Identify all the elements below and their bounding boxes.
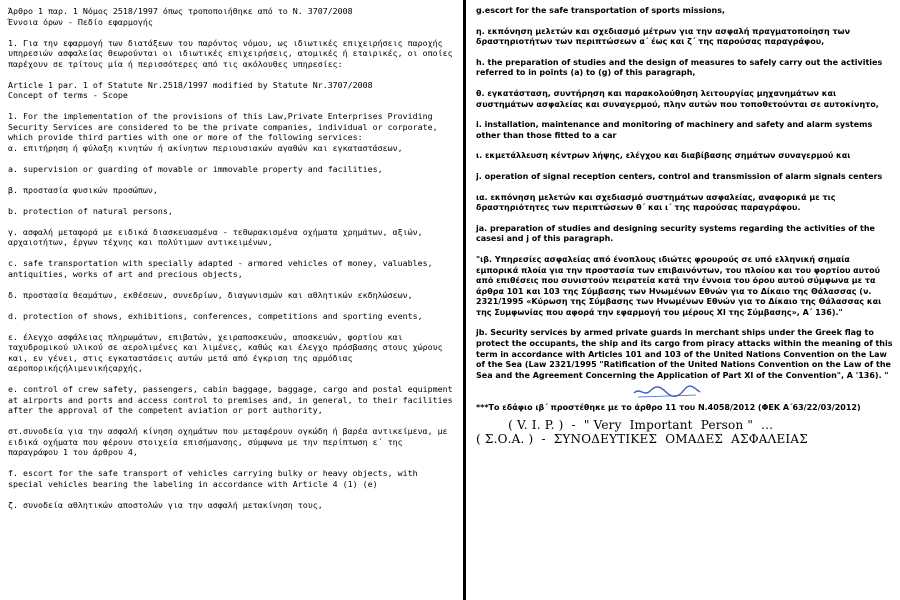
paragraph-en: 1. For the implementation of the provisions of this Law,Private Enterprises Providing Security Services are considered to be the private companies, individual or corporate, which provide third parties with one or more of the following services: (8, 111, 438, 142)
list-item: e. control of crew safety, passengers, cabin baggage, baggage, cargo and postal equipment at airports and ports and access control to premises and, in general, to their facilities after the approval of the competent aviation or port authority, (8, 384, 453, 415)
paragraph: g.escort for the safe transportation of sports missions, (476, 6, 725, 15)
title-en (8, 80, 457, 101)
paragraph: ια. εκπόνηση μελετών και σχεδιασμό συστημάτων ασφαλείας, αναφορικά με τις δραστηριότητες των περιπτώσεων θ΄ και ι΄ της παρούσας παραγράφου. (476, 192, 836, 213)
right-column (466, 0, 900, 600)
list-item: β. προστασία φυσικών προσώπων, (8, 184, 158, 195)
footnote: ***Το εδάφιο ιβ΄ προστέθηκε με το άρθρο 11 του Ν.4058/2012 (ΦΕΚ Α΄63/22/03/2012) (476, 403, 861, 413)
paragraph: θ. εγκατάσταση, συντήρηση και παρακολούθηση λειτουργίας μηχανημάτων και συστημάτων ασφαλείας και συναγερμού, πλην αυτών που τοποθετούνται σε αυτοκίνητο, (476, 88, 879, 109)
paragraph: ι. εκμετάλλευση κέντρων λήψης, ελέγχου και διαβίβασης σημάτων συναγερμού και (476, 151, 851, 161)
title-line: Έννοια όρων - Πεδίο εφαρμογής (8, 16, 153, 27)
paragraph: i. installation, maintenance and monitoring of machinery and safety and alarm systems other than those fitted to a car (476, 120, 873, 140)
list-item: b. protection of natural persons, (8, 205, 173, 216)
list-item: a. supervision or guarding of movable or immovable property and facilities, (8, 163, 383, 174)
list-item: α. επιτήρηση ή φύλαξη κινητών ή ακίνητων περιουσιακών αγαθών και εγκαταστάσεων, (8, 142, 403, 153)
list-item: γ. ασφαλή μεταφορά με ειδικά διασκευασμένα - τεθωρακισμένα οχήματα χρημάτων, αξιών, αρχαιοτήτων, έργων τέχνης και πολύτιμων αντικειμένων, (8, 226, 423, 247)
list-item: ζ. συνοδεία αθλητικών αποστολών για την ασφαλή μετακίνηση τους, (8, 499, 323, 510)
list-item: d. protection of shows, exhibitions, conferences, competitions and sporting events, (8, 310, 423, 321)
list-item: c. safe transportation with specially adapted - armored vehicles of money, valuables, antiquities, works of art and precious objects, (8, 258, 433, 279)
paragraph: jb. Security services by armed private guards in merchant ships under the Greek flag to protect the occupants, the ship and its cargo from piracy attacks within the meaning of this term in accordance with Articles 101 and 103 of the United Nations Convention on the Law of the Sea (Law 2321/1995 "Ratification of the United Nations Convention on the Law of the Sea and the Agreement Concerning the Application of Part XI of the Convention", A '136). " (476, 328, 893, 380)
title-line: Article 1 par. 1 of Statute Nr.2518/1997 modified by Statute Nr.3707/2008 (8, 79, 373, 90)
list-item: ε. έλεγχο ασφάλειας πληρωμάτων, επιβατών, χειραποσκευών, αποσκευών, φορτίου και ταχυδρομικού υλικού σε αερολιμένες και λιμένες, καθώς και έλεγχο πρόσβασης στους χώρους και, εν γένει, στις εγκαταστάσεις αυτών μετά από έγκριση της αρμόδιας αεροπορικήςήλιμενικήςαρχής, (8, 331, 443, 373)
paragraph: η. εκπόνηση μελετών και σχεδιασμό μέτρων για την ασφαλή πραγματοποίηση των δραστηριοτήτων των περιπτώσεων α΄ έως και ζ΄ της παρούσας παραγράφου, (476, 26, 851, 47)
paragraph-gr: 1. Για την εφαρμογή των διατάξεων του παρόντος νόμου, ως ιδιωτικές επιχειρήσεις παροχής υπηρεσιών ασφαλείας θεωρούνται οι ιδιωτικές επιχειρήσεις, ατομικές ή εταιρικές, οι οποίες παρέχουν σε τρίτους μία ή περισσότερες από τις ακόλουθες υπηρεσίες: (8, 37, 453, 69)
title-line: Άρθρο 1 παρ. 1 Νόμος 2518/1997 όπως τροποποιήθηκε από το Ν. 3707/2008 (8, 6, 353, 16)
list-item: f. escort for the safe transport of vehicles carrying bulky or heavy objects, with special vehicles bearing the labeling in accordance with Article 4 (1) (e) (8, 468, 418, 489)
paragraph: j. operation of signal reception centers, control and transmission of alarm signals centers (476, 171, 883, 181)
paragraph: h. the preparation of studies and the design of measures to safely carry out the activities referred to in points (a) to (g) of this paragraph, (476, 57, 883, 78)
escort-teams-line: ( Σ.Ο.Α. ) - ΣΥΝΟΔΕΥΤΙΚΕΣ ΟΜΑΔΕΣ ΑΣΦΑΛΕΙΑΣ (476, 432, 808, 447)
paragraph: ja. preparation of studies and designing security systems regarding the activities of the casesi and j of this paragraph. (476, 223, 875, 244)
list-item: δ. προστασία θεαμάτων, εκθέσεων, συνεδρίων, διαγωνισμών και αθλητικών εκδηλώσεων, (8, 289, 413, 300)
title-line: Concept of terms - Scope (8, 90, 128, 100)
stamp (476, 381, 894, 403)
vip-line: ( V. I. P. ) - " Very Important Person " ... (476, 418, 774, 433)
paragraph: "ιβ. Υπηρεσίες ασφαλείας από ένοπλους ιδιώτες φρουρούς σε υπό ελληνική σημαία εμπορικά πλοία για την προστασία των επιβαινόντων, του πλοίου και του φορτίου αυτού από επιθέσεις που συνιστούν πειρατεία κατά την έννοια του όρου αυτού σύμφωνα με τα άρθρα 101 και 103 της Σύμβασης των Ηνωμένων Εθνών για το Δίκαιο της Θάλασσας (ν. 2321/1995 «Κύρωση της Σύμβασης των Ηνωμένων Εθνών για το Δίκαιο της Θάλασσας και της Συμφωνίας που αφορά την εφαρμογή του μέρους XI της Σύμβασης», Α΄ 136)." (476, 254, 882, 317)
list-item: στ.συνοδεία για την ασφαλή κίνηση οχημάτων που μεταφέρουν ογκώδη ή βαρέα αντικείμενα, με ειδικά οχήματα που φέρουν στοιχεία επισήμανσης, σύμφωνα με την περίπτωση ε΄ της παραγράφου 1 του άρθρου 4, (8, 426, 448, 457)
left-title (8, 6, 457, 27)
stamp-icon (632, 383, 702, 401)
